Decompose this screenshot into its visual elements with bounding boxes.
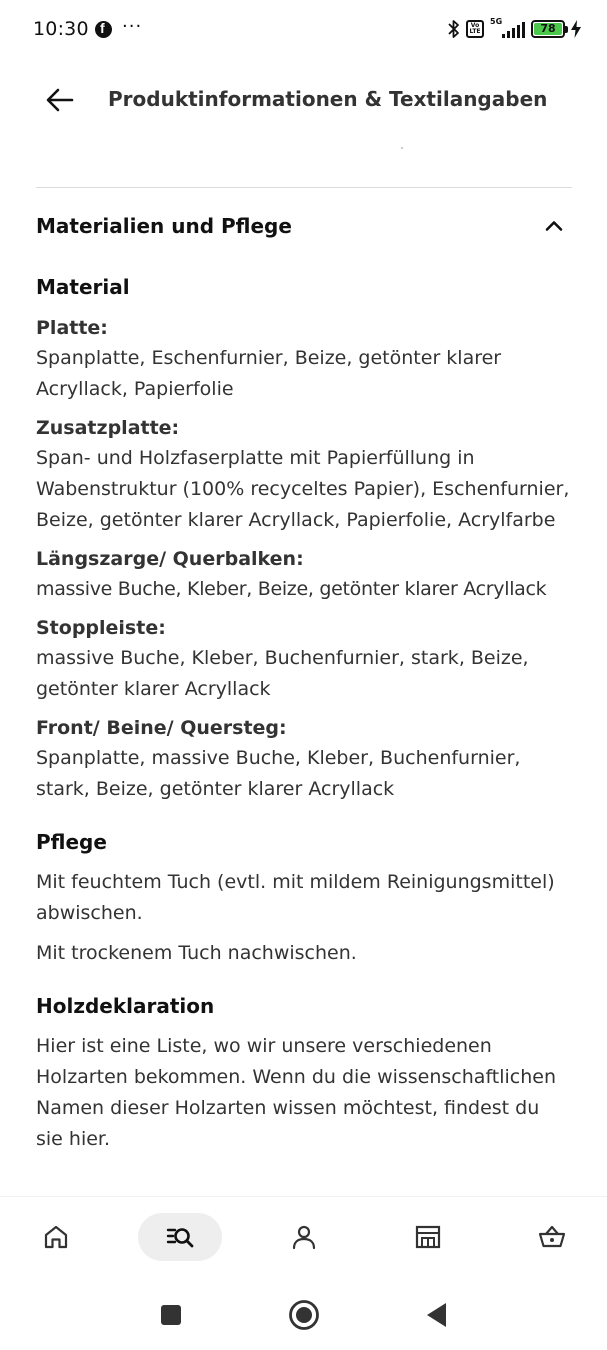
volte-icon: Vo LTE xyxy=(466,20,484,38)
material-label: Längszarge/ Querbalken: xyxy=(36,548,304,570)
facebook-notification-icon xyxy=(95,21,112,38)
material-item xyxy=(36,413,572,536)
pflege-line: Mit trockenem Tuch nachwischen. xyxy=(36,942,357,964)
arrow-left-icon xyxy=(46,88,74,112)
accordion-content xyxy=(36,270,572,1155)
nav-basket[interactable] xyxy=(510,1213,594,1261)
signal-icon xyxy=(490,17,525,38)
charging-icon xyxy=(571,20,581,38)
material-value: massive Buche, Kleber, Buchenfurnier, stark, Beize, getönter klarer Acryllack xyxy=(36,647,529,700)
bottom-navigation xyxy=(0,1196,607,1280)
battery-icon xyxy=(531,20,565,38)
pflege-line: Mit feuchtem Tuch (evtl. mit mildem Reinigungsmittel) abwischen. xyxy=(36,871,555,924)
basket-icon xyxy=(537,1222,567,1252)
network-type: 5G xyxy=(490,17,503,26)
profile-icon xyxy=(289,1222,319,1252)
status-indicators xyxy=(448,19,581,39)
system-navigation xyxy=(0,1280,607,1350)
status-time: 10:30 xyxy=(33,18,89,40)
accordion-header-materialien[interactable] xyxy=(36,196,572,256)
app-header xyxy=(0,60,607,140)
material-value: Span- und Holzfaserplatte mit Papierfüllung in Wabenstruktur (100% recyceltes Papier), Eschenfurnier, Beize, getönter klarer Acryllack, Papierfolie, Acrylfarbe xyxy=(36,447,570,531)
material-heading: Material xyxy=(36,275,130,299)
material-item xyxy=(36,713,572,805)
back-button[interactable] xyxy=(40,82,80,118)
recent-apps-icon xyxy=(160,1304,182,1326)
scroll-indicator-dot xyxy=(401,147,403,149)
home-icon xyxy=(41,1222,71,1252)
home-system-button[interactable] xyxy=(287,1298,321,1332)
battery-level: 78 xyxy=(534,23,562,35)
material-value: massive Buche, Kleber, Beize, getönter klarer Acryllack xyxy=(36,578,547,600)
material-item xyxy=(36,544,572,605)
page-title: Produktinformationen & Textilangaben xyxy=(108,87,548,111)
chevron-up-icon xyxy=(542,214,566,238)
material-label: Platte: xyxy=(36,317,108,339)
pflege-heading: Pflege xyxy=(36,830,107,854)
search-list-icon xyxy=(165,1222,195,1252)
nav-search[interactable] xyxy=(138,1213,222,1261)
material-label: Front/ Beine/ Quersteg: xyxy=(36,717,287,739)
back-system-button[interactable] xyxy=(420,1298,454,1332)
back-triangle-icon xyxy=(425,1302,449,1328)
home-circle-icon xyxy=(288,1299,320,1331)
section-title: Materialien und Pflege xyxy=(36,214,292,238)
holz-text: Hier ist eine Liste, wo wir unsere verschiedenen Holzarten bekommen. Wenn du die wissenschaftlichen Namen dieser Holzarten wissen möchtest, findest du sie hier. xyxy=(36,1035,557,1150)
nav-home[interactable] xyxy=(14,1213,98,1261)
nav-profile[interactable] xyxy=(262,1213,346,1261)
material-label: Stoppleiste: xyxy=(36,617,166,639)
material-label: Zusatzplatte: xyxy=(36,417,180,439)
bluetooth-icon xyxy=(448,19,460,39)
section-divider xyxy=(36,187,572,188)
material-value: Spanplatte, massive Buche, Kleber, Buchenfurnier, stark, Beize, getönter klarer Acryllack xyxy=(36,747,521,800)
nav-store[interactable] xyxy=(386,1213,470,1261)
material-item xyxy=(36,613,572,705)
store-icon xyxy=(413,1222,443,1252)
material-value: Spanplatte, Eschenfurnier, Beize, getönter klarer Acryllack, Papierfolie xyxy=(36,347,502,400)
holz-heading: Holzdeklaration xyxy=(36,994,215,1018)
more-notifications-icon: ··· xyxy=(122,16,143,37)
material-item xyxy=(36,313,572,405)
status-bar xyxy=(0,0,607,60)
recent-apps-button[interactable] xyxy=(154,1298,188,1332)
